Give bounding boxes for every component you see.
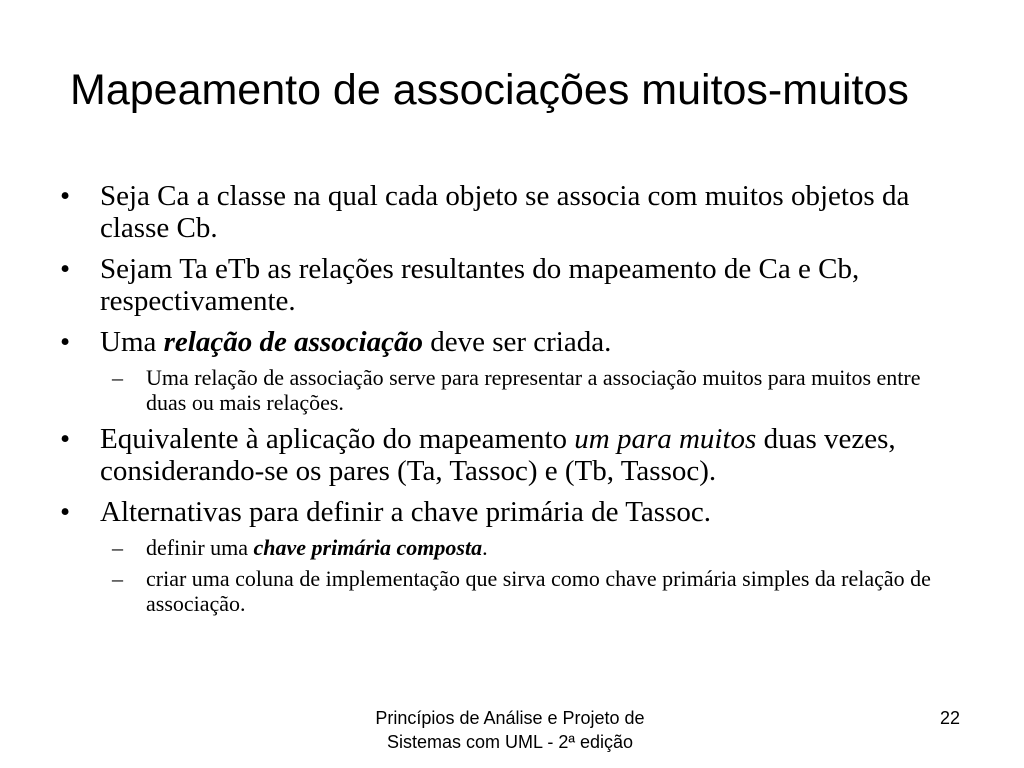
- bullet-item: [60, 180, 960, 244]
- italic-text: um para muitos: [574, 423, 757, 455]
- bullet-icon: •: [60, 326, 71, 358]
- bullet-item: [60, 326, 960, 358]
- bullet-text-prefix: Uma: [100, 326, 164, 358]
- sub-bullet-text: Uma relação de associação serve para representar a associação muitos para muitos entre duas ou mais relações.: [146, 365, 921, 415]
- dash-icon: –: [112, 365, 123, 390]
- bullet-text-suffix: duas vezes, considerando-se os pares (Ta, Tassoc) e (Tb, Tassoc).: [100, 423, 896, 487]
- bullet-icon: •: [60, 253, 71, 285]
- bullet-text: Seja Ca a classe na qual cada objeto se associa com muitos objetos da classe Cb.: [100, 180, 910, 244]
- footer-line-1: Princípios de Análise e Projeto de: [375, 708, 645, 728]
- slide-content: [60, 180, 960, 624]
- sub-bullet-text-prefix: definir uma: [146, 535, 254, 560]
- slide-title: Mapeamento de associações muitos-muitos: [70, 66, 909, 114]
- dash-icon: –: [112, 566, 123, 591]
- bullet-item: [60, 253, 960, 317]
- dash-icon: –: [112, 535, 123, 560]
- bullet-item: [60, 496, 960, 528]
- bullet-text: Sejam Ta eTb as relações resultantes do mapeamento de Ca e Cb, respectivamente.: [100, 253, 860, 317]
- sub-bullet-item: [60, 535, 960, 560]
- bullet-icon: •: [60, 496, 71, 528]
- emphasis-text: relação de associação: [163, 326, 423, 358]
- bullet-text-prefix: Equivalente à aplicação do mapeamento: [100, 423, 575, 455]
- sub-bullet-text-suffix: .: [482, 535, 488, 560]
- sub-bullet-item: [60, 566, 960, 616]
- bullet-text: Alternativas para definir a chave primária de Tassoc.: [100, 496, 711, 528]
- slide-footer: [340, 706, 680, 754]
- emphasis-text: chave primária composta: [253, 535, 483, 560]
- bullet-icon: •: [60, 180, 71, 212]
- bullet-icon: •: [60, 423, 71, 455]
- bullet-text-suffix: deve ser criada.: [422, 326, 612, 358]
- bullet-item: [60, 423, 960, 487]
- sub-bullet-text: criar uma coluna de implementação que sirva como chave primária simples da relação de associação.: [146, 566, 931, 616]
- sub-bullet-item: [60, 365, 960, 415]
- page-number: 22: [939, 708, 960, 728]
- footer-line-2: Sistemas com UML - 2ª edição: [386, 732, 634, 752]
